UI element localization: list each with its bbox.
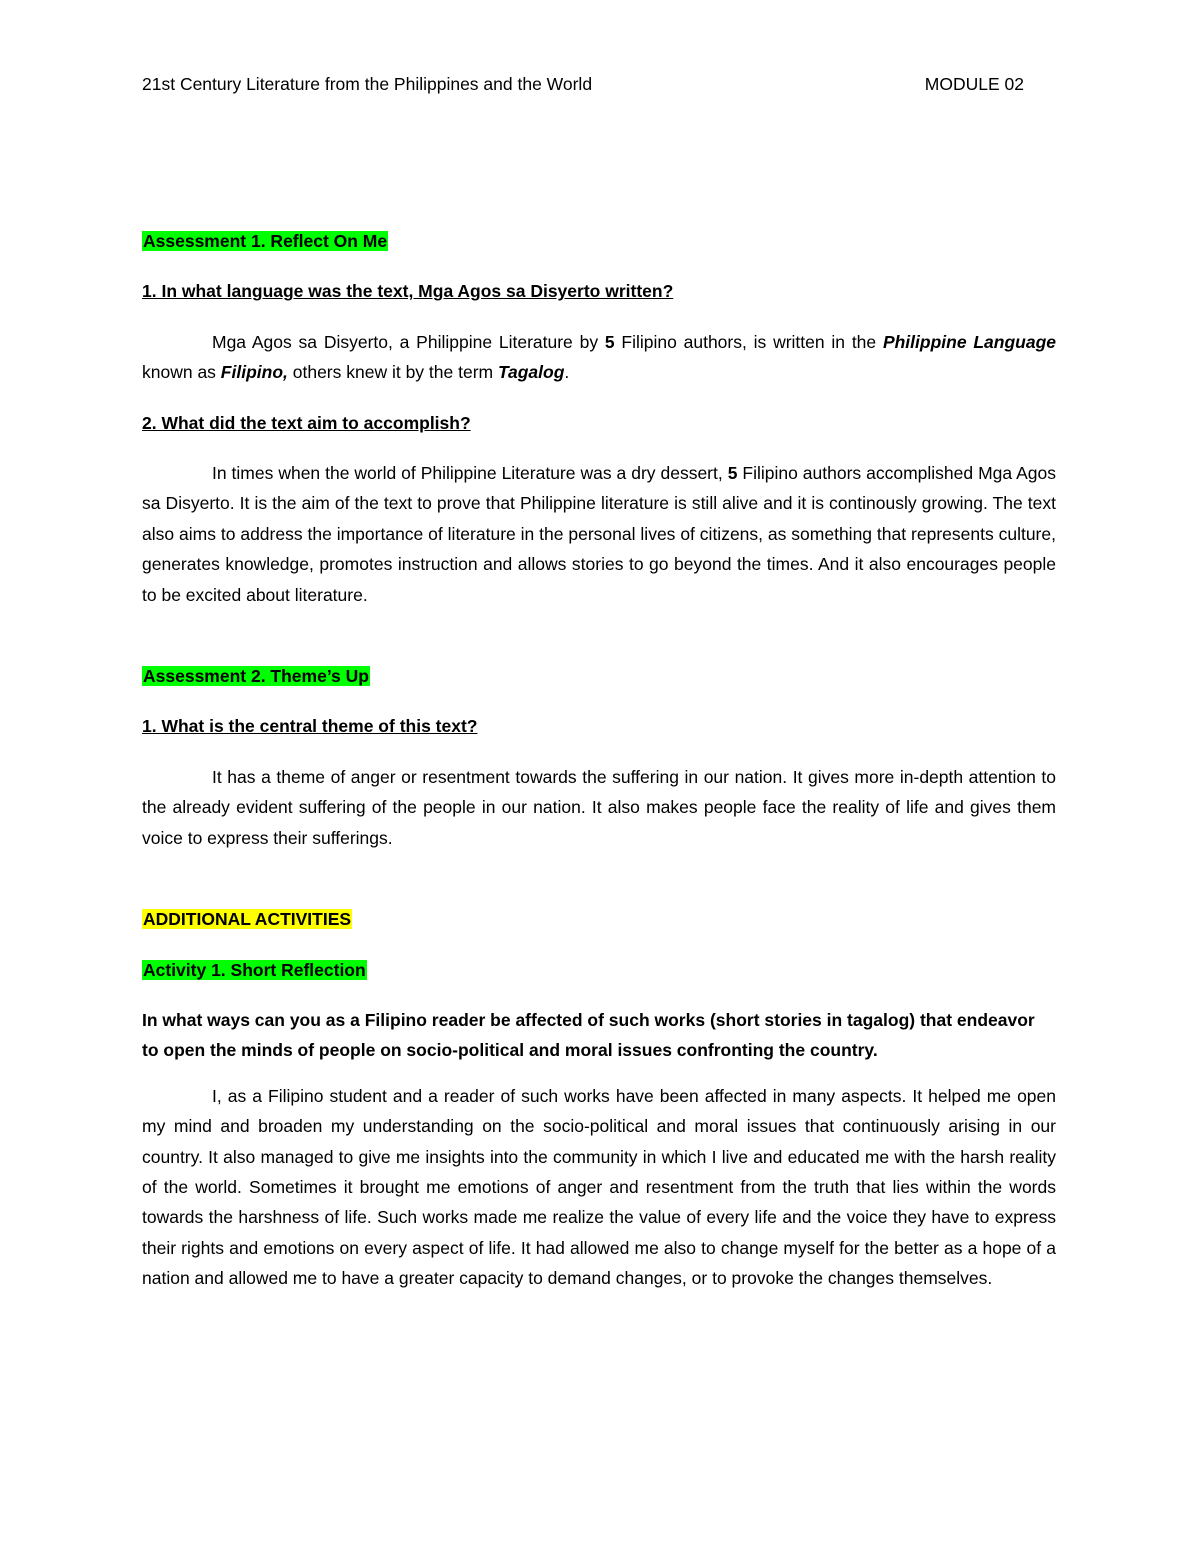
answer-text: known as xyxy=(142,362,221,383)
assessment-1-answer-2 xyxy=(142,458,1056,610)
answer-number: 5 xyxy=(604,331,615,352)
answer-text: Filipino authors accomplished Mga Agos sa Disyerto. It is the aim of the text to prove that Philippine literature is still alive and it is continously growing. The text also aims to address the importance of literature in the personal lives of citizens, as something that represents culture, generates knowledge, promotes instruction and allows stories to go beyond the times. And it also encourages people to be excited about literature. xyxy=(142,463,1056,605)
assessment-1-question-1: 1. In what language was the text, Mga Agos sa Disyerto written? xyxy=(142,281,674,302)
assessment-2-heading xyxy=(142,661,1056,691)
assessment-1-question-2: 2. What did the text aim to accomplish? xyxy=(142,412,471,433)
additional-activities-heading-text: ADDITIONAL ACTIVITIES xyxy=(143,909,352,930)
answer-term-philippine-language: Philippine Language xyxy=(882,331,1056,352)
answer-text: Filipino authors, is written in the xyxy=(614,331,883,352)
answer-number: 5 xyxy=(727,463,738,484)
course-title: 21st Century Literature from the Philippines and the World xyxy=(142,74,593,94)
answer-text: In times when the world of Philippine Literature was a dry dessert, xyxy=(212,463,728,484)
answer-text: . xyxy=(564,362,570,383)
additional-activities-heading xyxy=(142,904,1056,934)
document-body xyxy=(142,226,1056,1294)
answer-term-filipino: Filipino, xyxy=(220,362,288,383)
activity-1-answer: I, as a Filipino student and a reader of such works have been affected in many aspects. It helped me open my mind and broaden my understanding on the socio-political and moral issues that continuously arising in our country. It also managed to give me insights into the community in which I live and educated me with the harsh reality of the world. Sometimes it brought me emotions of anger and resentment from the truth that lies within the words towards the harshness of life. Such works made me realize the value of every life and the voice they have to express their rights and emotions on every aspect of life. It had allowed me also to change myself for the better as a hope of a nation and allowed me to have a greater capacity to demand changes, or to provoke the changes themselves. xyxy=(142,1085,1056,1289)
module-label: MODULE 02 xyxy=(924,74,1024,94)
assessment-1-heading xyxy=(142,226,1056,256)
assessment-1-heading-text: Assessment 1. Reflect On Me xyxy=(143,231,388,251)
answer-text: others knew it by the term xyxy=(287,362,498,383)
assessment-2-heading-text: Assessment 2. Theme’s Up xyxy=(143,666,369,687)
activity-1-heading xyxy=(142,955,1056,985)
activity-1-heading-text: Activity 1. Short Reflection xyxy=(143,959,366,980)
assessment-2-question-1: 1. What is the central theme of this text? xyxy=(142,716,478,737)
answer-text: Mga Agos sa Disyerto, a Philippine Literature by xyxy=(212,331,605,352)
assessment-2-answer-1: It has a theme of anger or resentment towards the suffering in our nation. It gives more in-depth attention to the already evident suffering of the people in our nation. It also makes people face the reality of life and gives them voice to express their sufferings. xyxy=(142,766,1056,848)
activity-1-prompt: In what ways can you as a Filipino reader be affected of such works (short stories in tagalog) that endeavor to open the minds of people on socio-political and moral issues confronting the country. xyxy=(142,1009,1035,1061)
answer-term-tagalog: Tagalog xyxy=(497,362,565,383)
assessment-1-answer-1 xyxy=(142,327,1056,388)
